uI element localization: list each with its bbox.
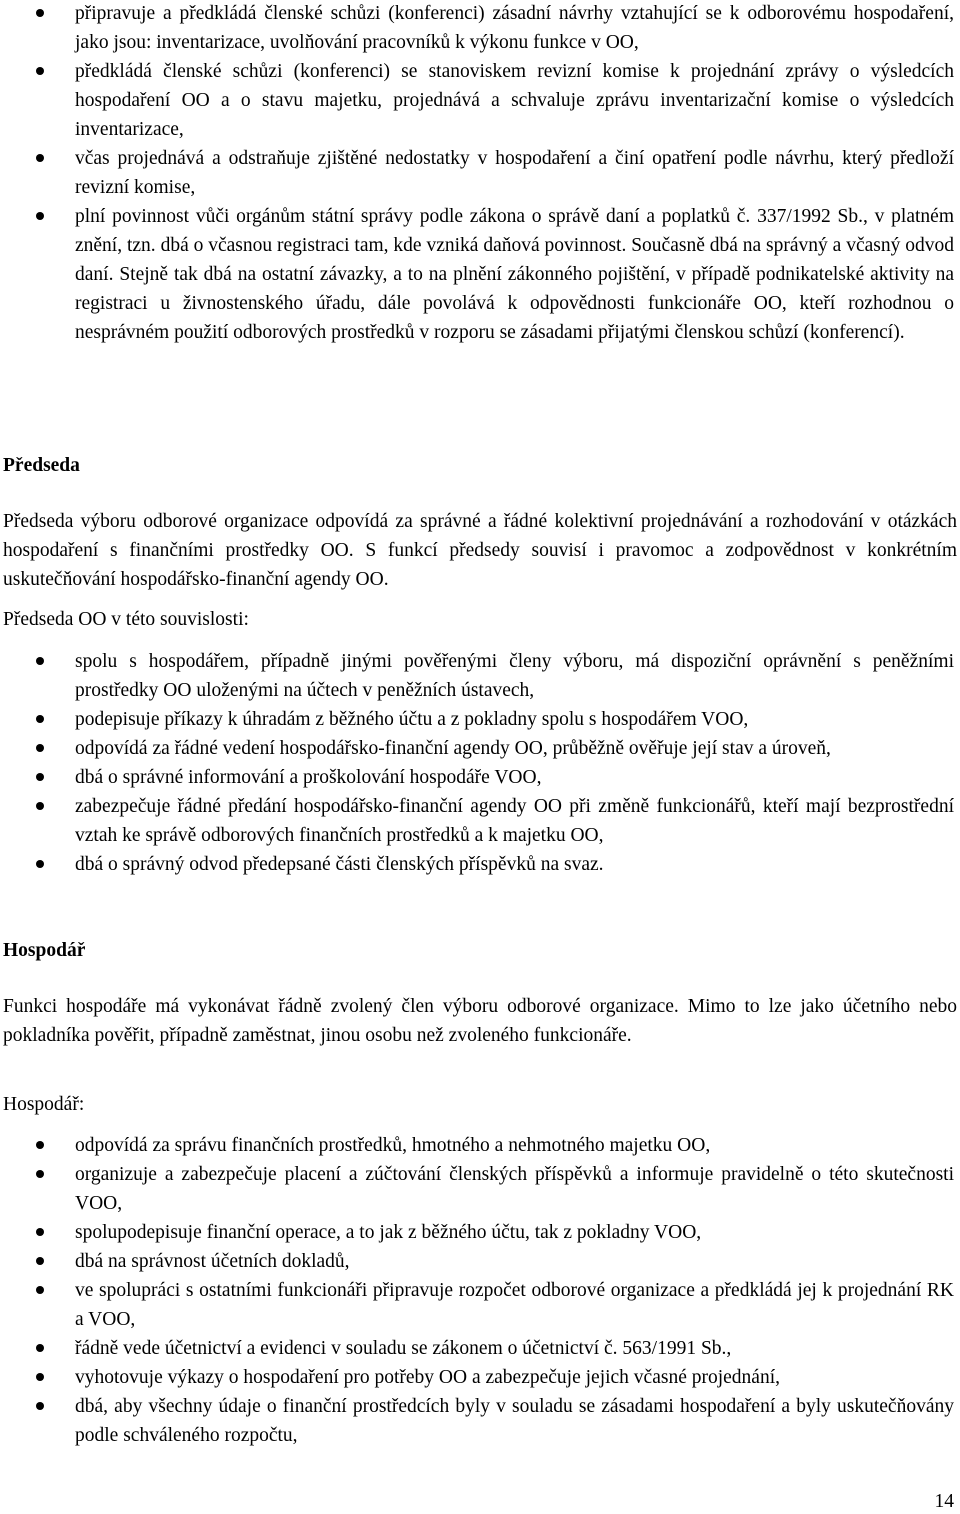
list-item: odpovídá za správu finančních prostředků, hmotného a nehmotného majetku OO, <box>0 1131 957 1160</box>
list-item: dbá o správný odvod předepsané části členských příspěvků na svaz. <box>0 850 957 879</box>
list-item: řádně vede účetnictví a evidenci v souladu se zákonem o účetnictví č. 563/1991 Sb., <box>0 1334 957 1363</box>
list-item: ve spolupráci s ostatními funkcionáři připravuje rozpočet odborové organizace a předkládá jej k projednání RK a VOO, <box>0 1276 957 1334</box>
list-item: dbá o správné informování a proškolování hospodáře VOO, <box>0 763 957 792</box>
list-item: organizuje a zabezpečuje placení a zúčtování členských příspěvků a informuje pravidelně o této skutečnosti VOO, <box>0 1160 957 1218</box>
list-item: plní povinnost vůči orgánům státní správy podle zákona o správě daní a poplatků č. 337/1992 Sb., v platném znění, tzn. dbá o včasnou registraci tam, kde vzniká daňová povinnost. Současně dbá na správný a včasný odvod daní. Stejně tak dbá na ostatní závazky, a to na plnění zákonného pojištění, v případě podnikatelské aktivity na registraci u živnostenského úřadu, dále povolává k odpovědnosti funkcionáře OO, kteří rozhodnou o nesprávném použití odborových prostředků v rozporu se zásadami přijatými členskou schůzí (konferencí). <box>0 202 957 347</box>
list-item: dbá, aby všechny údaje o finanční prostředcích byly v souladu se zásadami hospodaření a byly uskutečňovány podle schváleného rozpočtu, <box>0 1392 957 1450</box>
hospodar-bullet-list <box>0 1131 957 1450</box>
predseda-bullet-list <box>0 647 957 879</box>
list-item: spolu s hospodářem, případně jinými pověřenými členy výboru, má dispoziční oprávnění s peněžními prostředky OO uloženými na účtech v peněžních ústavech, <box>0 647 957 705</box>
section-heading-predseda: Předseda <box>3 455 80 476</box>
list-item: odpovídá za řádné vedení hospodářsko-finanční agendy OO, průběžně ověřuje její stav a úroveň, <box>0 734 957 763</box>
list-item: zabezpečuje řádné předání hospodářsko-finanční agendy OO při změně funkcionářů, kteří mají bezprostřední vztah ke správě odborových finančních prostředků a k majetku OO, <box>0 792 957 850</box>
list-item: předkládá členské schůzi (konferenci) se stanoviskem revizní komise k projednání zprávy o výsledcích hospodaření OO a o stavu majetku, projednává a schvaluje zprávu inventarizační komise o výsledcích inventarizace, <box>0 57 957 144</box>
top-bullet-list <box>0 0 957 347</box>
list-item: dbá na správnost účetních dokladů, <box>0 1247 957 1276</box>
page-number: 14 <box>934 1491 954 1512</box>
list-item: spolupodepisuje finanční operace, a to jak z běžného účtu, tak z pokladny VOO, <box>0 1218 957 1247</box>
list-item: vyhotovuje výkazy o hospodaření pro potřeby OO a zabezpečuje jejich včasné projednání, <box>0 1363 957 1392</box>
hospodar-intro: Hospodář: <box>3 1094 85 1115</box>
list-item: podepisuje příkazy k úhradám z běžného účtu a z pokladny spolu s hospodářem VOO, <box>0 705 957 734</box>
list-item: včas projednává a odstraňuje zjištěné nedostatky v hospodaření a činí opatření podle návrhu, který předloží revizní komise, <box>0 144 957 202</box>
hospodar-paragraph: Funkci hospodáře má vykonávat řádně zvolený člen výboru odborové organizace. Mimo to lze jako účetního nebo pokladníka pověřit, případně zaměstnat, jinou osobu než zvoleného funkcionáře. <box>3 996 957 1046</box>
predseda-intro: Předseda OO v této souvislosti: <box>3 609 249 630</box>
section-heading-hospodar: Hospodář <box>3 940 86 961</box>
predseda-paragraph: Předseda výboru odborové organizace odpovídá za správné a řádné kolektivní projednávání a rozhodování v otázkách hospodaření s finančními prostředky OO. S funkcí předsedy souvisí i pravomoc a zodpovědnost v konkrétním uskutečňování hospodářsko-finanční agendy OO. <box>3 511 957 590</box>
list-item: připravuje a předkládá členské schůzi (konferenci) zásadní návrhy vztahující se k odborovému hospodaření, jako jsou: inventarizace, uvolňování pracovníků k výkonu funkce v OO, <box>0 0 957 57</box>
